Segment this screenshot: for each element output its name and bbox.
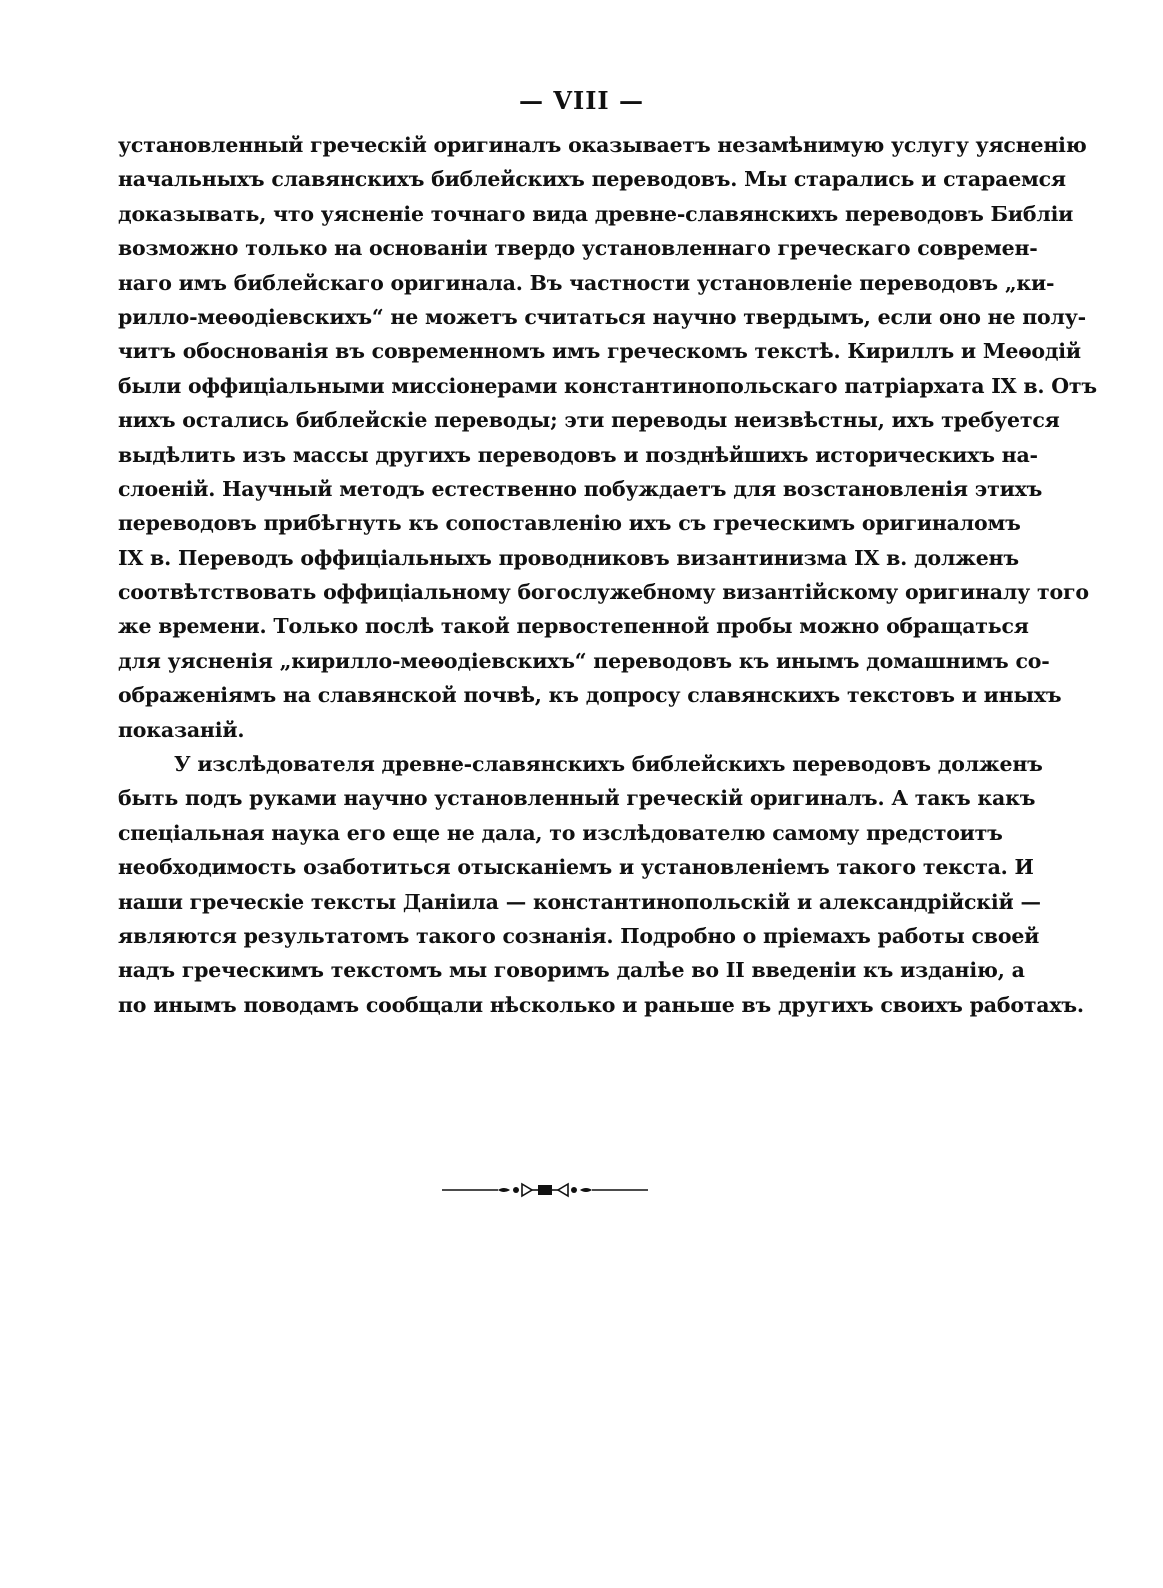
text-line: начальныхъ славянскихъ библейскихъ переводовъ. Мы старались и стараемся bbox=[118, 167, 1066, 192]
text-line: нихъ остались библейскіе переводы; эти переводы неизвѣстны, ихъ требуется bbox=[118, 408, 1060, 433]
text-line: наши греческіе тексты Даніила — константинопольскій и александрійскій — bbox=[118, 889, 1041, 914]
page-number: — VIII — bbox=[518, 86, 644, 115]
divider-ornament-icon bbox=[440, 1180, 650, 1200]
text-line: доказывать, что уясненіе точнаго вида древне-славянскихъ переводовъ Библіи bbox=[118, 201, 1074, 226]
text-line: по инымъ поводамъ сообщали нѣсколько и раньше въ другихъ своихъ работахъ. bbox=[118, 992, 1084, 1017]
text-line: ображеніямъ на славянской почвѣ, къ допросу славянскихъ текстовъ и иныхъ bbox=[118, 683, 1062, 708]
text-line: показаній. bbox=[118, 717, 245, 742]
text-line: для уясненія „кирилло-меѳодіевскихъ“ переводовъ къ инымъ домашнимъ со- bbox=[118, 648, 1050, 673]
text-line: являются результатомъ такого сознанія. Подробно о пріемахъ работы своей bbox=[118, 923, 1040, 948]
text-line: слоеній. Научный методъ естественно побуждаетъ для возстановленія этихъ bbox=[118, 476, 1043, 501]
text-line: рилло-меѳодіевскихъ“ не можетъ считаться научно твердымъ, если оно не полу- bbox=[118, 304, 1086, 329]
text-line: возможно только на основаніи твердо установленнаго греческаго современ- bbox=[118, 236, 1038, 261]
text-line: выдѣлить изъ массы другихъ переводовъ и позднѣйшихъ историческихъ на- bbox=[118, 442, 1038, 467]
text-line: установленный греческій оригиналъ оказываетъ незамѣнимую услугу уясненію bbox=[118, 133, 1087, 157]
text-line: спеціальная наука его еще не дала, то изслѣдователю самому предстоитъ bbox=[118, 820, 1003, 845]
body-text bbox=[118, 128, 1097, 1022]
text-line: соотвѣтствовать оффиціальному богослужебному византійскому оригиналу того bbox=[118, 580, 1089, 605]
text-line: надъ греческимъ текстомъ мы говоримъ далѣе во II введеніи къ изданію, а bbox=[118, 958, 1025, 983]
text-line: были оффиціальными миссіонерами константинопольскаго патріархата IX в. Отъ bbox=[118, 373, 1097, 398]
text-line: же времени. Только послѣ такой первостепенной пробы можно обращаться bbox=[118, 614, 1029, 639]
text-line: IX в. Переводъ оффиціальныхъ проводниковъ византинизма IX в. долженъ bbox=[118, 545, 1019, 570]
text-line: наго имъ библейскаго оригинала. Въ частности установленіе переводовъ „ки- bbox=[118, 270, 1055, 295]
text-line: необходимость озаботиться отысканіемъ и установленіемъ такого текста. И bbox=[118, 855, 1034, 880]
text-line: У изслѣдователя древне-славянскихъ библейскихъ переводовъ долженъ bbox=[174, 752, 1043, 777]
text-line: читъ обоснованія въ современномъ имъ греческомъ текстѣ. Кириллъ и Меѳодій bbox=[118, 339, 1081, 364]
text-line: переводовъ прибѣгнуть къ сопоставленію ихъ съ греческимъ оригиналомъ bbox=[118, 511, 1021, 536]
text-line: быть подъ руками научно установленный греческій оригиналъ. А такъ какъ bbox=[118, 786, 1036, 811]
